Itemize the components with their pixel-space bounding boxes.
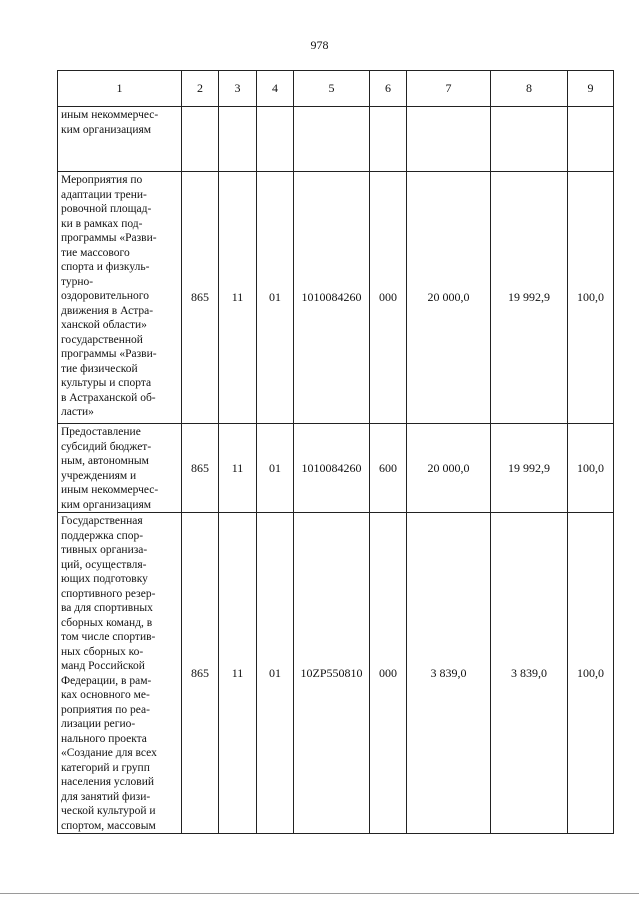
cell-section: 11 [219, 424, 257, 513]
cell-ministry-code: 865 [182, 513, 219, 834]
cell-subsection [257, 107, 294, 172]
table-row [58, 172, 614, 424]
page-number: 978 [310, 38, 329, 52]
cell-percent [568, 107, 614, 172]
cell-ministry-code [182, 107, 219, 172]
column-header-7: 7 [407, 71, 491, 107]
cell-actual-amount: 3 839,0 [491, 513, 568, 834]
cell-target-article: 1010084260 [294, 424, 370, 513]
cell-planned-amount: 20 000,0 [407, 172, 491, 424]
cell-actual-amount: 19 992,9 [491, 424, 568, 513]
cell-percent: 100,0 [568, 513, 614, 834]
cell-ministry-code: 865 [182, 424, 219, 513]
column-header-2: 2 [182, 71, 219, 107]
cell-section: 11 [219, 513, 257, 834]
cell-target-article: 1010084260 [294, 172, 370, 424]
cell-actual-amount [491, 107, 568, 172]
cell-actual-amount: 19 992,9 [491, 172, 568, 424]
column-header-4: 4 [257, 71, 294, 107]
cell-planned-amount: 3 839,0 [407, 513, 491, 834]
table-header-row [58, 71, 614, 107]
cell-ministry-code: 865 [182, 172, 219, 424]
cell-expense-type: 600 [370, 424, 407, 513]
table-row [58, 424, 614, 513]
cell-expense-type [370, 107, 407, 172]
scan-bottom-edge [0, 893, 639, 894]
cell-expense-type: 000 [370, 513, 407, 834]
column-header-9: 9 [568, 71, 614, 107]
cell-target-article [294, 107, 370, 172]
column-header-5: 5 [294, 71, 370, 107]
column-header-1: 1 [58, 71, 182, 107]
cell-section [219, 107, 257, 172]
cell-subsection: 01 [257, 513, 294, 834]
row-description: Мероприятия по адаптации трени- ровочной площад- ки в рамках под- программы «Разви- тие массового спорта и физкуль- турно- оздоровительного движения в Астра- ханской области» государственной программы «Разви- тие физической культуры и спорта в Астраханской об- ласти» [58, 172, 182, 424]
cell-target-article: 10ZP550810 [294, 513, 370, 834]
budget-table [57, 70, 614, 834]
cell-planned-amount: 20 000,0 [407, 424, 491, 513]
cell-expense-type: 000 [370, 172, 407, 424]
row-description: Государственная поддержка спор- тивных организа- ций, осуществля- ющих подготовку спортивного резер- ва для спортивных сборных команд, в том числе спортив- ных сборных ко- манд Российской Федерации, в рам- ках основного ме- роприятия по реа- лизации регио- нального проекта «Создание для всех категорий и групп населения условий для занятий физи- ческой культурой и спортом, массовым [58, 513, 182, 834]
column-header-8: 8 [491, 71, 568, 107]
column-header-3: 3 [219, 71, 257, 107]
column-header-6: 6 [370, 71, 407, 107]
table-row [58, 513, 614, 834]
row-description: иным некоммерчес- ким организациям [58, 107, 182, 172]
cell-subsection: 01 [257, 172, 294, 424]
cell-percent: 100,0 [568, 424, 614, 513]
row-description: Предоставление субсидий бюджет- ным, автономным учреждениям и иным некоммерчес- ким организациям [58, 424, 182, 513]
table-row [58, 107, 614, 172]
cell-percent: 100,0 [568, 172, 614, 424]
cell-subsection: 01 [257, 424, 294, 513]
cell-section: 11 [219, 172, 257, 424]
cell-planned-amount [407, 107, 491, 172]
